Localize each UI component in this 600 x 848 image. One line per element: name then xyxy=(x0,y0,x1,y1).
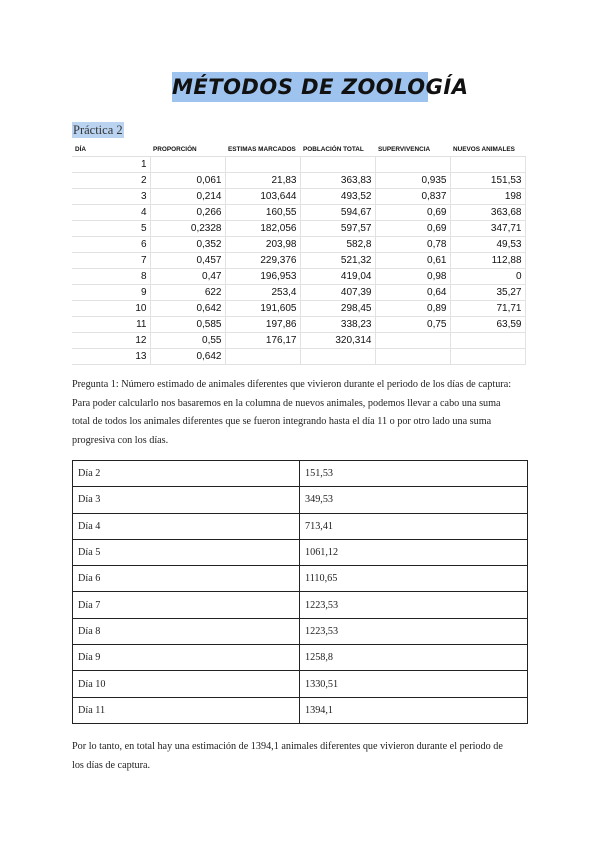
spreadsheet-cell: 21,83 xyxy=(225,173,300,189)
spreadsheet-cell: 176,17 xyxy=(225,333,300,349)
spreadsheet-cell: 5 xyxy=(72,221,150,237)
spreadsheet-column-header: DÍA xyxy=(72,142,150,157)
spreadsheet-cell: 197,86 xyxy=(225,317,300,333)
spreadsheet-row xyxy=(72,253,525,269)
spreadsheet-cell: 1 xyxy=(72,157,150,173)
spreadsheet-cell: 0,2328 xyxy=(150,221,225,237)
spreadsheet-row xyxy=(72,349,525,365)
table-row xyxy=(73,671,528,697)
day-label-cell: Día 4 xyxy=(73,513,300,539)
spreadsheet-cell: 2 xyxy=(72,173,150,189)
cumulative-value-cell: 713,41 xyxy=(300,513,528,539)
spreadsheet-cell xyxy=(225,349,300,365)
cumulative-value-cell: 1110,65 xyxy=(300,566,528,592)
day-label-cell: Día 9 xyxy=(73,645,300,671)
cumulative-value-cell: 349,53 xyxy=(300,487,528,513)
spreadsheet-cell: 594,67 xyxy=(300,205,375,221)
spreadsheet-cell: 112,88 xyxy=(450,253,525,269)
spreadsheet-cell: 338,23 xyxy=(300,317,375,333)
table-row xyxy=(73,645,528,671)
spreadsheet-cell: 13 xyxy=(72,349,150,365)
spreadsheet-cell: 0,69 xyxy=(375,205,450,221)
spreadsheet-cell: 521,32 xyxy=(300,253,375,269)
day-label-cell: Día 8 xyxy=(73,618,300,644)
spreadsheet-cell: 0,55 xyxy=(150,333,225,349)
table-row xyxy=(73,461,528,487)
spreadsheet-cell: 0,642 xyxy=(150,349,225,365)
day-label-cell: Día 6 xyxy=(73,566,300,592)
spreadsheet-cell: 0,585 xyxy=(150,317,225,333)
spreadsheet-cell: 347,71 xyxy=(450,221,525,237)
question-line: Para poder calcularlo nos basaremos en la columna de nuevos animales, podemos llevar a cabo una suma xyxy=(72,397,501,409)
section-subtitle: Práctica 2 xyxy=(73,123,123,137)
spreadsheet-cell: 0,935 xyxy=(375,173,450,189)
spreadsheet-column-header: SUPERVIVENCIA xyxy=(375,142,450,157)
spreadsheet-cell: 0,69 xyxy=(375,221,450,237)
spreadsheet-cell: 191,605 xyxy=(225,301,300,317)
table-row xyxy=(73,592,528,618)
spreadsheet-cell: 9 xyxy=(72,285,150,301)
spreadsheet-cell: 407,39 xyxy=(300,285,375,301)
spreadsheet-column-header: POBLACIÓN TOTAL xyxy=(300,142,375,157)
document-title: MÉTODOS DE ZOOLOGÍA xyxy=(172,72,428,102)
spreadsheet-row xyxy=(72,285,525,301)
spreadsheet-cell: 0,266 xyxy=(150,205,225,221)
cumulative-value-cell: 1223,53 xyxy=(300,592,528,618)
spreadsheet-header-row xyxy=(72,142,525,157)
spreadsheet-row xyxy=(72,221,525,237)
conclusion-line: los días de captura. xyxy=(72,759,151,771)
table-row xyxy=(73,697,528,723)
spreadsheet-cell: 0,78 xyxy=(375,237,450,253)
spreadsheet-cell: 0,61 xyxy=(375,253,450,269)
spreadsheet-cell: 0,352 xyxy=(150,237,225,253)
day-label-cell: Día 2 xyxy=(73,461,300,487)
day-label-cell: Día 10 xyxy=(73,671,300,697)
spreadsheet-cell: 622 xyxy=(150,285,225,301)
spreadsheet-cell: 182,056 xyxy=(225,221,300,237)
question-paragraph xyxy=(72,376,530,450)
spreadsheet-column-header: NUEVOS ANIMALES xyxy=(450,142,525,157)
spreadsheet-cell xyxy=(450,333,525,349)
spreadsheet-row xyxy=(72,333,525,349)
spreadsheet-cell: 363,83 xyxy=(300,173,375,189)
spreadsheet-cell: 0,89 xyxy=(375,301,450,317)
spreadsheet-cell: 0,061 xyxy=(150,173,225,189)
question-line: Pregunta 1: Número estimado de animales diferentes que vivieron durante el periodo de los días de captura: xyxy=(72,379,512,390)
spreadsheet-cell: 0,214 xyxy=(150,189,225,205)
spreadsheet-row xyxy=(72,269,525,285)
spreadsheet-cell: 103,644 xyxy=(225,189,300,205)
spreadsheet-body xyxy=(72,157,525,365)
spreadsheet-cell xyxy=(450,157,525,173)
spreadsheet-row xyxy=(72,173,525,189)
day-label-cell: Día 5 xyxy=(73,539,300,565)
spreadsheet-cell: 0,837 xyxy=(375,189,450,205)
cumulative-value-cell: 1330,51 xyxy=(300,671,528,697)
conclusion-paragraph xyxy=(72,738,530,775)
spreadsheet-column-header: ESTIMAS MARCADOS xyxy=(225,142,300,157)
day-label-cell: Día 7 xyxy=(73,592,300,618)
spreadsheet-cell: 35,27 xyxy=(450,285,525,301)
spreadsheet-cell xyxy=(225,157,300,173)
spreadsheet-cell: 298,45 xyxy=(300,301,375,317)
spreadsheet-cell: 597,57 xyxy=(300,221,375,237)
cumulative-value-cell: 151,53 xyxy=(300,461,528,487)
question-line: total de todos los animales diferentes que se fueron integrando hasta el día 11 o por otro lado una suma xyxy=(72,416,492,428)
question-line: progresiva con los días. xyxy=(72,434,169,446)
spreadsheet-cell: 12 xyxy=(72,333,150,349)
spreadsheet-cell: 320,314 xyxy=(300,333,375,349)
cumulative-body xyxy=(73,461,528,724)
spreadsheet-cell xyxy=(375,157,450,173)
spreadsheet-cell: 203,98 xyxy=(225,237,300,253)
spreadsheet-cell: 3 xyxy=(72,189,150,205)
spreadsheet-cell: 0,75 xyxy=(375,317,450,333)
table-row xyxy=(73,513,528,539)
spreadsheet-cell: 253,4 xyxy=(225,285,300,301)
spreadsheet-cell: 0,64 xyxy=(375,285,450,301)
spreadsheet-cell: 0,47 xyxy=(150,269,225,285)
spreadsheet-cell: 198 xyxy=(450,189,525,205)
spreadsheet-cell: 493,52 xyxy=(300,189,375,205)
spreadsheet-cell: 363,68 xyxy=(450,205,525,221)
spreadsheet-cell: 0,98 xyxy=(375,269,450,285)
spreadsheet-cell xyxy=(150,157,225,173)
spreadsheet-cell: 49,53 xyxy=(450,237,525,253)
spreadsheet-cell: 0,457 xyxy=(150,253,225,269)
spreadsheet-cell: 582,8 xyxy=(300,237,375,253)
spreadsheet-row xyxy=(72,237,525,253)
cumulative-value-cell: 1258,8 xyxy=(300,645,528,671)
spreadsheet-cell: 151,53 xyxy=(450,173,525,189)
spreadsheet-cell: 8 xyxy=(72,269,150,285)
spreadsheet-row xyxy=(72,205,525,221)
spreadsheet-row xyxy=(72,317,525,333)
spreadsheet-cell: 4 xyxy=(72,205,150,221)
table-row xyxy=(73,487,528,513)
table-row xyxy=(73,566,528,592)
spreadsheet-cell: 419,04 xyxy=(300,269,375,285)
table-row xyxy=(73,618,528,644)
spreadsheet-cell xyxy=(450,349,525,365)
spreadsheet-table xyxy=(72,142,526,365)
spreadsheet-cell: 7 xyxy=(72,253,150,269)
spreadsheet-row xyxy=(72,157,525,173)
spreadsheet-cell: 71,71 xyxy=(450,301,525,317)
cumulative-value-cell: 1394,1 xyxy=(300,697,528,723)
spreadsheet-cell xyxy=(300,349,375,365)
cumulative-table xyxy=(72,460,528,724)
spreadsheet-cell: 6 xyxy=(72,237,150,253)
spreadsheet-cell xyxy=(300,157,375,173)
spreadsheet-column-header: PROPORCIÓN xyxy=(150,142,225,157)
day-label-cell: Día 11 xyxy=(73,697,300,723)
cumulative-value-cell: 1223,53 xyxy=(300,618,528,644)
spreadsheet-cell: 160,55 xyxy=(225,205,300,221)
day-label-cell: Día 3 xyxy=(73,487,300,513)
table-row xyxy=(73,539,528,565)
spreadsheet-cell: 10 xyxy=(72,301,150,317)
spreadsheet-cell: 229,376 xyxy=(225,253,300,269)
spreadsheet-cell: 11 xyxy=(72,317,150,333)
conclusion-line: Por lo tanto, en total hay una estimación de 1394,1 animales diferentes que vivieron durante el periodo de xyxy=(72,741,503,752)
cumulative-value-cell: 1061,12 xyxy=(300,539,528,565)
spreadsheet-cell: 196,953 xyxy=(225,269,300,285)
spreadsheet-cell xyxy=(375,349,450,365)
spreadsheet-cell: 63,59 xyxy=(450,317,525,333)
spreadsheet-cell: 0 xyxy=(450,269,525,285)
spreadsheet-row xyxy=(72,189,525,205)
spreadsheet-cell xyxy=(375,333,450,349)
spreadsheet-cell: 0,642 xyxy=(150,301,225,317)
spreadsheet-row xyxy=(72,301,525,317)
